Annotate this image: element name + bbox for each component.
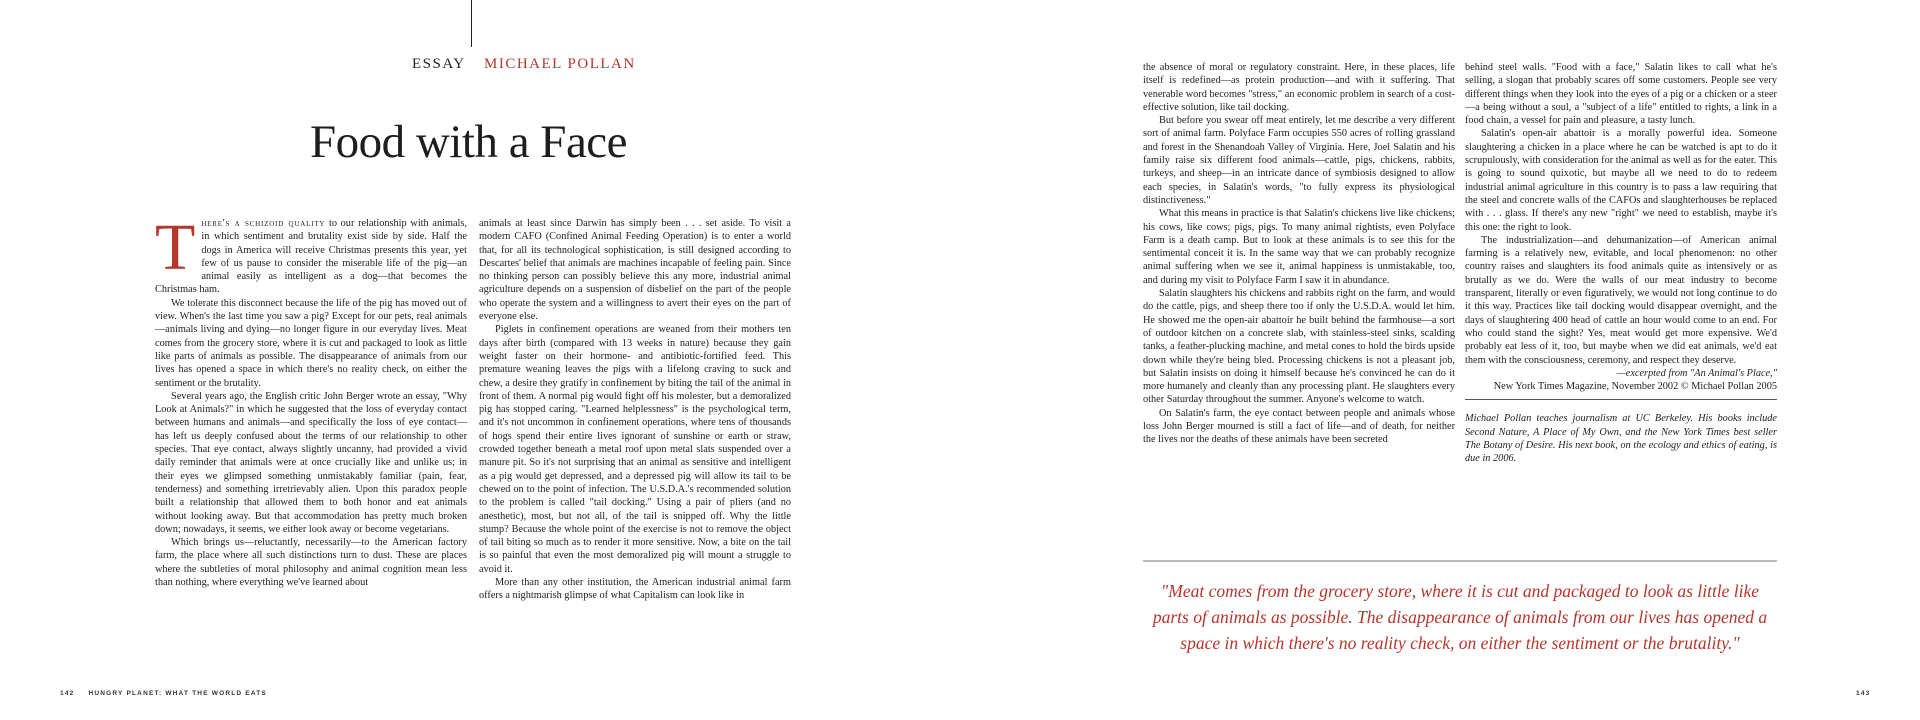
author-bio-text: Michael Pollan teaches journalism at UC Berkeley. His books include Second Nature, A Place of My Own, and the New York Times best seller The Botany of Desire. His next book, on the ecology and ethics of eating, is due in 2006. [1465,413,1777,465]
pullquote-rule [1143,560,1777,562]
column-1 [155,211,467,589]
article-title: Food with a Face [310,116,628,168]
column-2 [479,217,791,603]
paragraph: Which brings us—reluctantly, necessarily—to the American factory farm, the place where all such distinctions turn to dust. These are places where the subtleties of moral philosophy and animal cognition mean less than nothing, where everything we've learned about [155,537,467,589]
column-4 [1465,61,1777,466]
paragraph: What this means in practice is that Salatin's chickens live like chickens; his cows, like cows; pigs, pigs. To many animal rightists, even Polyface Farm is a death camp. But to look at these animals is to see this for the sentimental conceit it is. In the same way that we can probably recognize animal suffering when we see it, animal happiness is unmistakable, too, and during my visit to Polyface Farm I saw it in abundance. [1143,208,1455,286]
header-divider-line [471,0,472,47]
author-bio [1465,412,1777,465]
running-head: HUNGRY PLANET: WHAT THE WORLD EATS [88,690,267,697]
bio-divider [1465,399,1777,400]
lead-in-smallcaps: here's a schizoid quality [201,218,326,229]
paragraph: behind steel walls. "Food with a face," Salatin likes to call what he's selling, a slogan that probably scares off some customers. People see very different things when they look into the eyes of a pig or a chicken or a steer—a being without a soul, a "subject of a life" entitled to rights, a link in a food chain, a vessel for pain and pleasure, a tasty lunch. [1465,62,1777,127]
column-3 [1143,61,1455,447]
excerpt-credit: —excerpted from "An Animal's Place," [1616,367,1777,379]
paragraph: On Salatin's farm, the eye contact between people and animals whose loss John Berger mourned is still a fact of life—and of death, for neither the lives nor the deaths of these animals have been secreted [1143,407,1455,446]
author-name: MICHAEL POLLAN [484,56,636,72]
paragraph: animals at least since Darwin has simply been . . . set aside. To visit a modern CAFO (Confined Animal Feeding Operation) is to enter a world that, for all its technological sophistication, is still designed according to Descartes' belief that animals are machines incapable of feeling pain. Since no thinking person can possibly believe this any more, industrial animal agriculture depends on a suspension of disbelief on the part of the people who operate the system and a willingness to avert their eyes on the part of everyone else. [479,218,791,323]
paragraph: We tolerate this disconnect because the life of the pig has moved out of view. When's the last time you saw a pig? Except for our pets, real animals—animals living and dying—no longer figure in our everyday lives. Meat comes from the grocery store, where it is cut and packaged to look as little like parts of animals as possible. The disappearance of animals from our lives has opened a space in which there's no reality check, on either the sentiment or the brutality. [155,297,467,389]
left-folio [60,690,267,697]
right-page-number: 143 [1856,690,1871,697]
drop-cap: T [155,211,196,284]
pull-quote: "Meat comes from the grocery store, where it is cut and packaged to look as little like parts of animals as possible. The disappearance of animals from our lives has opened a space in which there's no reality check, on either the sentiment or the brutality." [1152,581,1768,653]
paragraph: Piglets in confinement operations are weaned from their mothers ten days after birth (compared with 13 weeks in nature) because they gain weight faster on their hormone- and antibiotic-fortified feed. This premature weaning leaves the pigs with a lifelong craving to suck and chew, a desire they gratify in confinement by biting the tail of the animal in front of them. A normal pig would fight off his molester, but a demoralized pig has stopped caring. "Learned helplessness" is the psychological term, and it's not uncommon in confinement operations, where tens of thousands of hogs spend their entire lives ignorant of sunshine or earth or straw, crowded together beneath a metal roof upon metal slats suspended over a manure pit. So it's not surprising that an animal as sensitive and intelligent as a pig would get depressed, and a depressed pig will allow its tail to be chewed on to the point of infection. The U.S.D.A.'s recommended solution to the problem is called "tail docking." Using a pair of pliers (and no anesthetic), most, but not all, of the tail is snipped off. Why the little stump? Because the whole point of the exercise is not to remove the object of tail biting so much as to render it more sensitive. Now, a bite on the tail is so painful that even the most demoralized pig will mount a struggle to avoid it. [479,324,791,575]
paragraph: the absence of moral or regulatory constraint. Here, in these places, life itself is redefined—as protein production—and with it suffering. That venerable word becomes "stress," an economic problem in search of a cost-effective solution, like tail docking. [1143,62,1455,113]
paragraph: The industrialization—and dehumanization—of American animal farming is a relatively new, evitable, and local phenomenon: no other country raises and slaughters its food animals quite as intensively or as brutally as we do. Were the walls of our meat industry to become transparent, literally or even figuratively, we would not long continue to do it this way. Practices like tail docking would disappear overnight, and the days of slaughtering 400 head of cattle an hour would come to an end. For who could stand the sight? Yes, meat would get more expensive. We'd probably eat less of it, too, but maybe when we did eat animals, we'd eat them with the consciousness, ceremony, and respect they deserve. [1465,234,1777,366]
paragraph [155,211,467,297]
paragraph: Several years ago, the English critic John Berger wrote an essay, "Why Look at Animals?" in which he suggested that the loss of everyday contact between humans and animals—and specifically the loss of eye contact—has left us deeply confused about the terms of our relationship to other species. That eye contact, always slightly uncanny, had provided a vivid daily reminder that animals were at once crucially like and unlike us; in their eyes we glimpsed something unmistakably familiar (pain, fear, tenderness) and something irretrievably alien. Upon this paradox people built a relationship that allowed them to both honor and eat animals without looking away. But that accommodation has pretty much broken down; nowadays, it seems, we either look away or become vegetarians. [155,390,467,535]
paragraph: Salatin slaughters his chickens and rabbits right on the farm, and would do the cattle, pigs, and sheep there too if only the U.S.D.A. would let him. He showed me the open-air abattoir he built behind the farmhouse—a sort of outdoor kitchen on a concrete slab, with stainless-steel sinks, scalding tanks, a feather-plucking machine, and metal cones to hold the birds upside down while they're being bled. Processing chickens is not a pleasant job, but Salatin insists on doing it himself because he's convinced he can do it more humanely and cleanly than any processing plant. He slaughters every other Saturday throughout the summer. Anyone's welcome to watch. [1143,288,1455,406]
paragraph: But before you swear off meat entirely, let me describe a very different sort of animal farm. Polyface Farm occupies 550 acres of rolling grassland and forest in the Shenandoah Valley of Virginia. Here, Joel Salatin and his family raise six different food animals—cattle, pigs, chickens, rabbits, turkeys, and sheep—in an intricate dance of symbiosis designed to allow each species, in Salatin's words, "to fully express its physiological distinctiveness." [1143,115,1455,206]
section-label: ESSAY [412,56,466,72]
publication-credit: New York Times Magazine, November 2002 © Michael Pollan 2005 [1493,381,1777,393]
paragraph: More than any other institution, the American industrial animal farm offers a nightmarish glimpse of what Capitalism can look like in [479,577,791,602]
left-page-number: 142 [60,690,75,697]
paragraph-text: to our relationship with animals, in which sentiment and brutality exist side by side. Half the dogs in America will receive Christmas presents this year, yet few of us pause to consider the miserable life of the pig—an animal easily as intelligent as a dog—that becomes the Christmas ham. [155,218,467,296]
paragraph: Salatin's open-air abattoir is a morally powerful idea. Someone slaughtering a chicken in a place where he can be watched is apt to do it scrupulously, with consideration for the animal as well as for the eater. This is going to sound quixotic, but maybe all we need to do to redeem industrial animal agriculture in this country is to pass a law requiring that the steel and concrete walls of the CAFOs and slaughterhouses be replaced with . . . glass. If there's any new "right" we need to establish, maybe it's this one: the right to look. [1465,128,1777,233]
